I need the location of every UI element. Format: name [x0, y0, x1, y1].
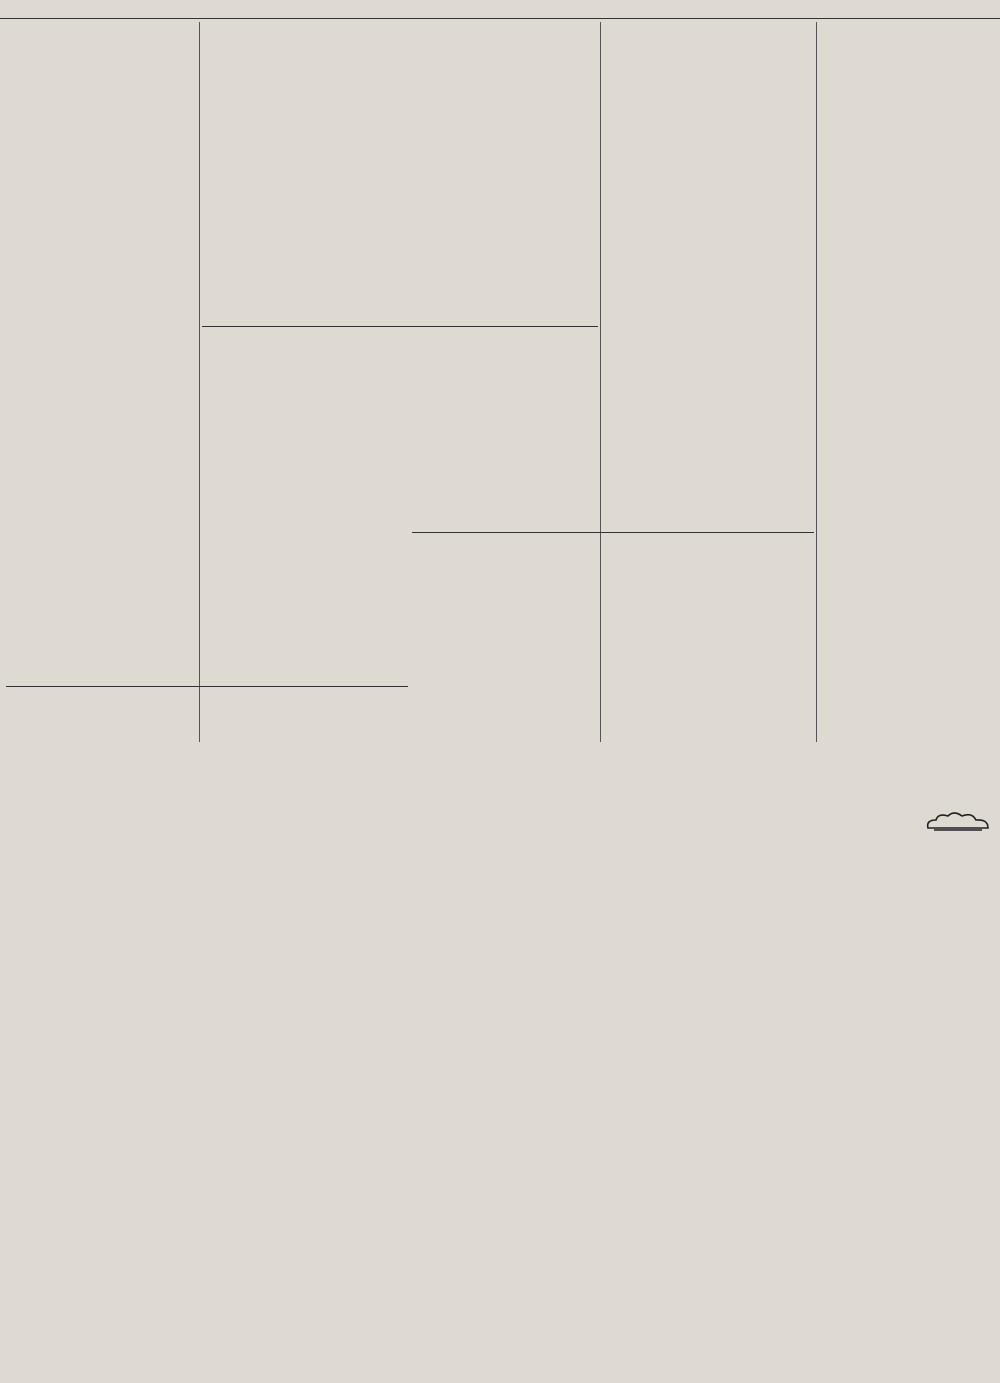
article-kairo-body-1	[6, 728, 202, 742]
article-gipfel-col2	[402, 80, 596, 322]
masthead	[0, 0, 1000, 19]
column-rule	[816, 22, 817, 742]
weather-box	[820, 806, 998, 840]
weather-text	[820, 842, 996, 908]
article-aerzte-col	[204, 330, 398, 742]
cloud-icon	[922, 810, 994, 834]
article-gipfel-col1	[204, 80, 398, 322]
column-kleine-nachrichten	[820, 70, 996, 742]
column-messeweg	[604, 22, 812, 530]
article-seidel-col1	[412, 578, 608, 742]
section-rule	[202, 326, 598, 327]
section-rule	[412, 532, 814, 533]
column-rule	[199, 22, 200, 742]
section-rule	[6, 686, 408, 687]
article-seidel-col2	[614, 578, 812, 742]
column-commentary	[6, 22, 196, 724]
